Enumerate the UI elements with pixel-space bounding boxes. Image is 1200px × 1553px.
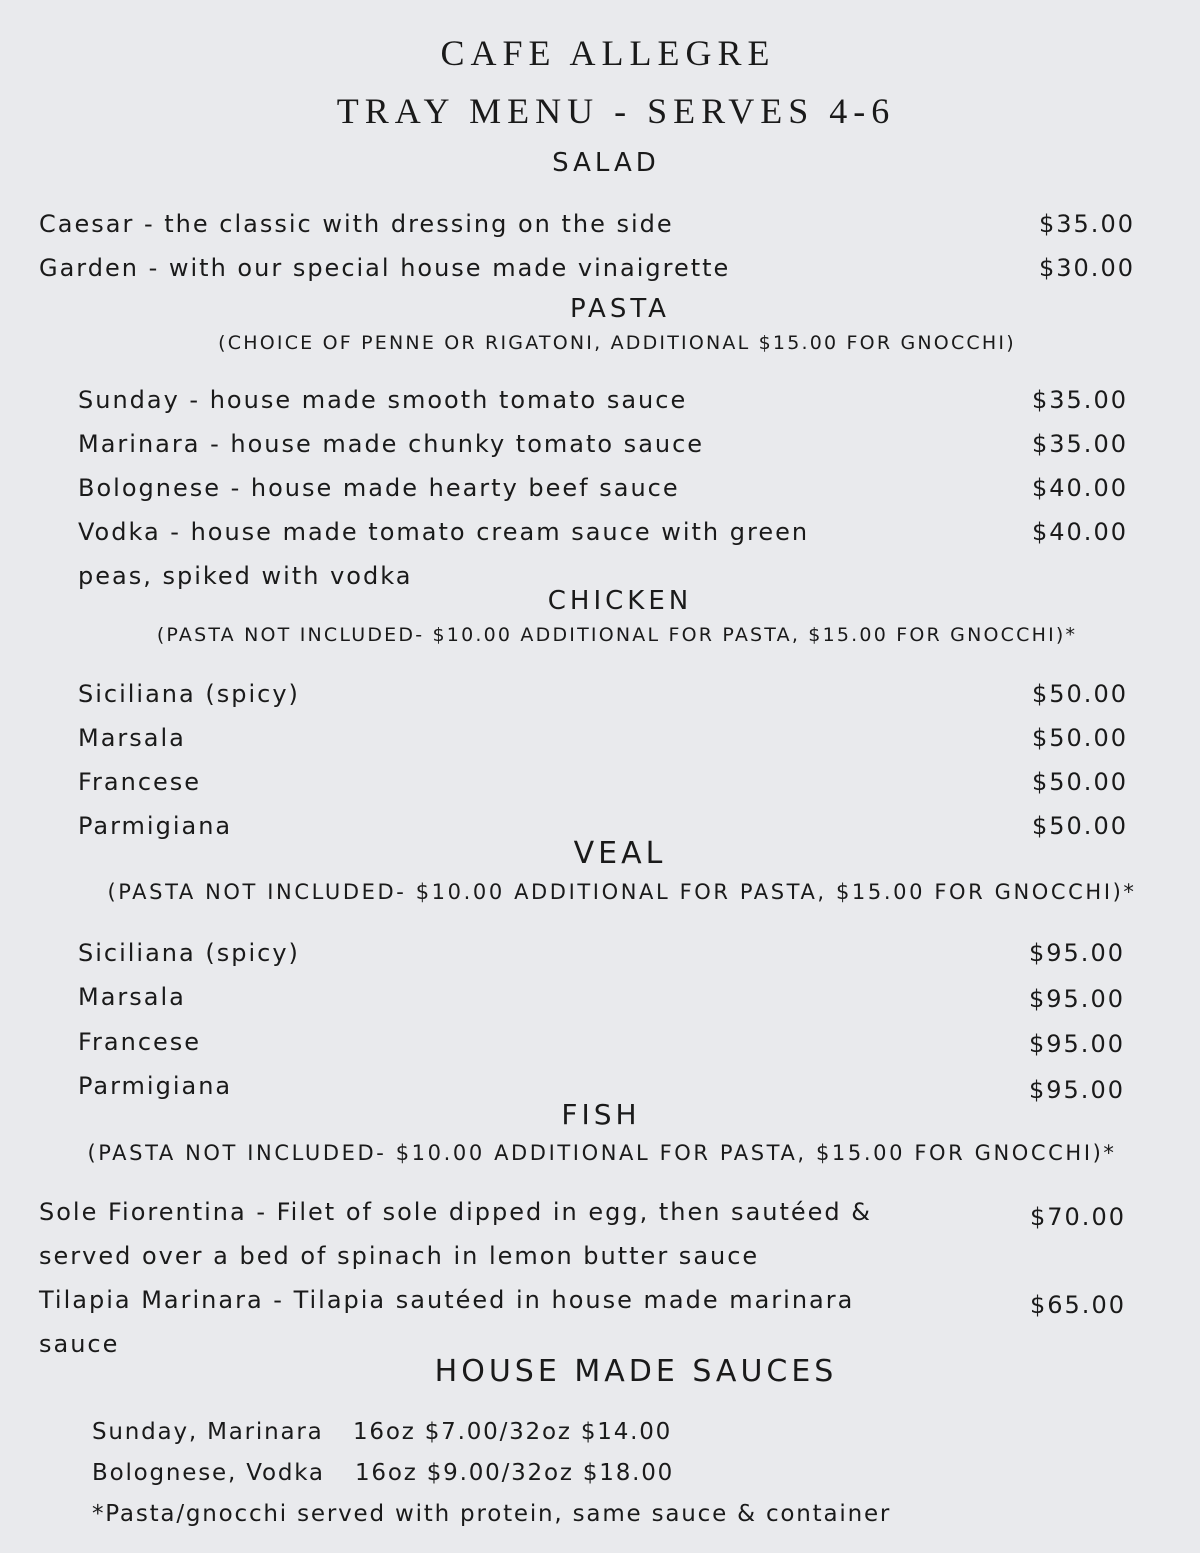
fish-note: (PASTA NOT INCLUDED- $10.00 ADDITIONAL FOR PASTA, $15.00 FOR GNOCCHI)*	[87, 1141, 1117, 1165]
menu-item: Francese	[78, 1028, 202, 1056]
menu-price: $30.00	[1039, 254, 1135, 282]
restaurant-name: CAFE ALLEGRE	[440, 33, 776, 73]
sauces-heading: HOUSE MADE SAUCES	[434, 1354, 838, 1389]
menu-price: $65.00	[1030, 1291, 1126, 1319]
menu-price: $70.00	[1030, 1203, 1126, 1231]
menu-item-continuation: served over a bed of spinach in lemon butter sauce	[39, 1242, 760, 1270]
menu-item: Bolognese - house made hearty beef sauce	[78, 474, 680, 502]
menu-price: $40.00	[1032, 518, 1128, 546]
menu-item: Marinara - house made chunky tomato sauce	[78, 430, 705, 458]
veal-heading: VEAL	[573, 836, 667, 871]
menu-price: $50.00	[1032, 724, 1128, 752]
pasta-heading: PASTA	[570, 294, 670, 324]
menu-subtitle: TRAY MENU - SERVES 4-6	[336, 91, 896, 131]
menu-price: $50.00	[1032, 812, 1128, 840]
menu-item: Sunday - house made smooth tomato sauce	[78, 386, 688, 414]
menu-price: $95.00	[1029, 939, 1125, 967]
fish-heading: FISH	[561, 1098, 641, 1131]
sauce-sizes: 16oz $9.00/32oz $18.00	[355, 1460, 675, 1486]
menu-item: Caesar - the classic with dressing on the side	[39, 210, 674, 238]
chicken-note: (PASTA NOT INCLUDED- $10.00 ADDITIONAL FOR PASTA, $15.00 FOR GNOCCHI)*	[156, 624, 1078, 646]
menu-item: Siciliana (spicy)	[78, 939, 300, 967]
menu-item: Tilapia Marinara - Tilapia sautéed in house made marinara	[39, 1286, 855, 1314]
menu-price: $95.00	[1029, 985, 1125, 1013]
menu-item: Marsala	[78, 983, 186, 1011]
menu-item: Garden - with our special house made vinaigrette	[39, 254, 731, 282]
menu-item-continuation: sauce	[39, 1330, 120, 1358]
salad-heading: SALAD	[552, 148, 660, 178]
menu-item: Parmigiana	[78, 1072, 233, 1100]
menu-item: Vodka - house made tomato cream sauce with green	[78, 518, 810, 546]
chicken-heading: CHICKEN	[547, 586, 693, 616]
sauce-sizes: 16oz $7.00/32oz $14.00	[353, 1419, 673, 1445]
menu-item: Sole Fiorentina - Filet of sole dipped in egg, then sautéed &	[39, 1198, 872, 1226]
sauce-names: Bolognese, Vodka	[92, 1460, 325, 1486]
sauce-names: Sunday, Marinara	[92, 1419, 324, 1445]
menu-item: Siciliana (spicy)	[78, 680, 300, 708]
menu-price: $35.00	[1032, 386, 1128, 414]
menu-item: Marsala	[78, 724, 186, 752]
menu-price: $35.00	[1032, 430, 1128, 458]
menu-price: $50.00	[1032, 680, 1128, 708]
menu-price: $50.00	[1032, 768, 1128, 796]
menu-item: Francese	[78, 768, 202, 796]
veal-note: (PASTA NOT INCLUDED- $10.00 ADDITIONAL FOR PASTA, $15.00 FOR GNOCCHI)*	[107, 880, 1137, 904]
menu-price: $40.00	[1032, 474, 1128, 502]
menu-item-continuation: peas, spiked with vodka	[78, 562, 413, 590]
footnote: *Pasta/gnocchi served with protein, same sauce & container	[92, 1501, 892, 1527]
menu-price: $95.00	[1029, 1076, 1125, 1104]
menu-item: Parmigiana	[78, 812, 233, 840]
menu-price: $35.00	[1039, 210, 1135, 238]
menu-price: $95.00	[1029, 1030, 1125, 1058]
pasta-note: (CHOICE OF PENNE OR RIGATONI, ADDITIONAL $15.00 FOR GNOCCHI)	[218, 332, 1016, 354]
